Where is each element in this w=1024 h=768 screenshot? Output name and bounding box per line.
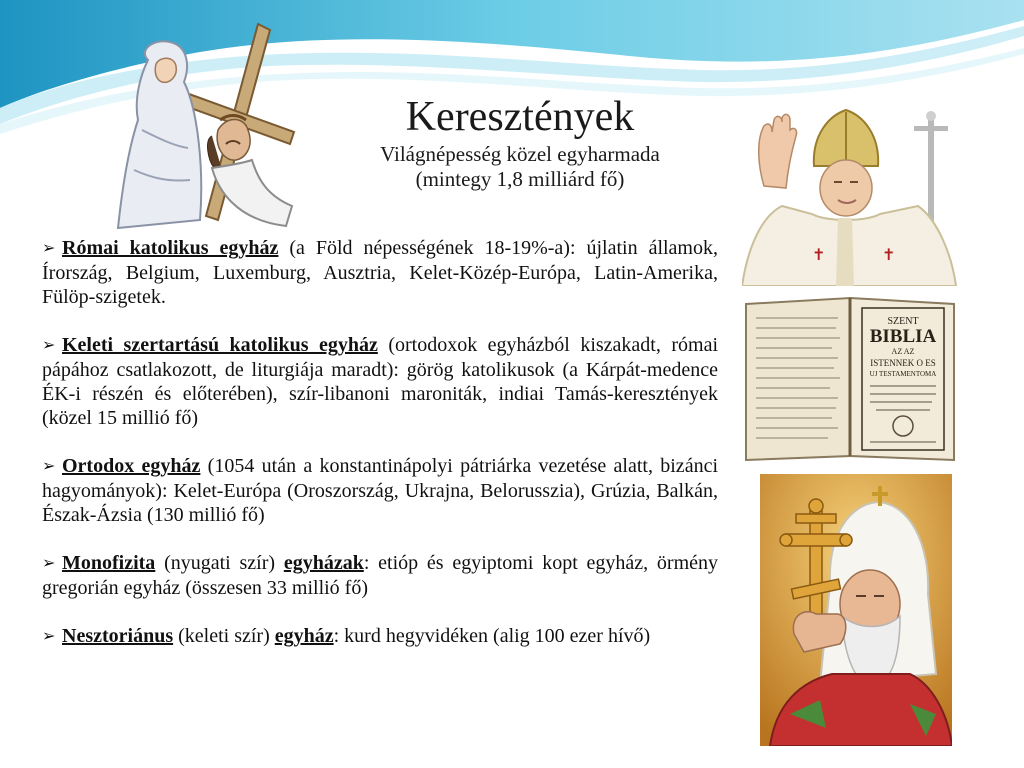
term-eastern-catholic: Keleti szertartású katolikus egyház (62, 334, 378, 356)
pope-photo (742, 96, 962, 286)
list-item-eastern-catholic (42, 333, 718, 430)
cross-bearing-illustration (108, 20, 308, 238)
bible-title-line-5: UJ TESTAMENTOMA (869, 370, 937, 378)
arrow-bullet-icon: ➢ (42, 628, 56, 645)
qualifier-nestorian: (keleti szír) (173, 625, 275, 647)
desc-eastern-catholic: (ortodoxok egyházból kiszakadt, római pápához csatlakozott, de liturgiája maradt): görög katolikusok (a Kárpát-medence ÉK-i részén és előterében), szír-libanoni maroniták, indiai Tamás-keresztények (közel 15 millió fő) (42, 334, 718, 429)
desc-nestorian: : kurd hegyvidéken (alig 100 ezer hívő) (333, 625, 651, 647)
orthodox-patriarch-photo (760, 474, 952, 746)
list-item-monophysite (42, 551, 718, 600)
arrow-bullet-icon: ➢ (42, 337, 56, 354)
arrow-bullet-icon: ➢ (42, 555, 56, 572)
bible-title-line-2: BIBLIA (869, 326, 937, 347)
list-item-nestorian (42, 624, 718, 649)
arrow-bullet-icon: ➢ (42, 240, 56, 257)
bullet-list (42, 236, 718, 673)
term-nestorian: Nesztoriánus (62, 625, 174, 647)
term-nestorian-church: egyház (274, 625, 334, 647)
subtitle-line-2: (mintegy 1,8 milliárd fő) (415, 167, 625, 191)
slide-subtitle (320, 142, 720, 192)
term-orthodox: Ortodox egyház (62, 455, 201, 477)
term-monophysite: Monofizita (62, 552, 156, 574)
slide-title: Keresztények (405, 94, 635, 140)
subtitle-line-1: Világnépesség közel egyharmada (380, 142, 660, 166)
bible-title-line-4: ISTENNEK O ES (870, 358, 936, 368)
svg-text:✝: ✝ (812, 247, 826, 264)
term-roman-catholic: Római katolikus egyház (62, 237, 279, 259)
bible-title-line-3: AZ AZ (891, 347, 915, 356)
arrow-bullet-icon: ➢ (42, 458, 56, 475)
qualifier-monophysite: (nyugati szír) (155, 552, 284, 574)
bible-title-line-1: SZENT (887, 316, 919, 327)
desc-roman-catholic: (a Föld népességének 18-19%-a): újlatin államok, Írország, Belgium, Luxemburg, Ausztria, Kelet-Közép-Európa, Latin-Amerika, Fülöp-szigetek. (42, 237, 718, 308)
term-monophysite-churches: egyházak (283, 552, 364, 574)
list-item-roman-catholic (42, 236, 718, 309)
desc-monophysite: : etióp és egyiptomi kopt egyház, örmény gregorián egyház (összesen 33 millió fő) (42, 552, 719, 599)
desc-orthodox: (1054 után a konstantinápolyi pátriárka vezetése alatt, bizánci hagyományok): Kelet-Európa (Oroszország, Ukrajna, Belorusszia), Grúzia, Balkán, Észak-Ázsia (130 millió fő) (42, 455, 718, 526)
svg-text:✝: ✝ (882, 247, 896, 264)
old-bible-photo (742, 294, 958, 462)
list-item-orthodox (42, 454, 718, 527)
